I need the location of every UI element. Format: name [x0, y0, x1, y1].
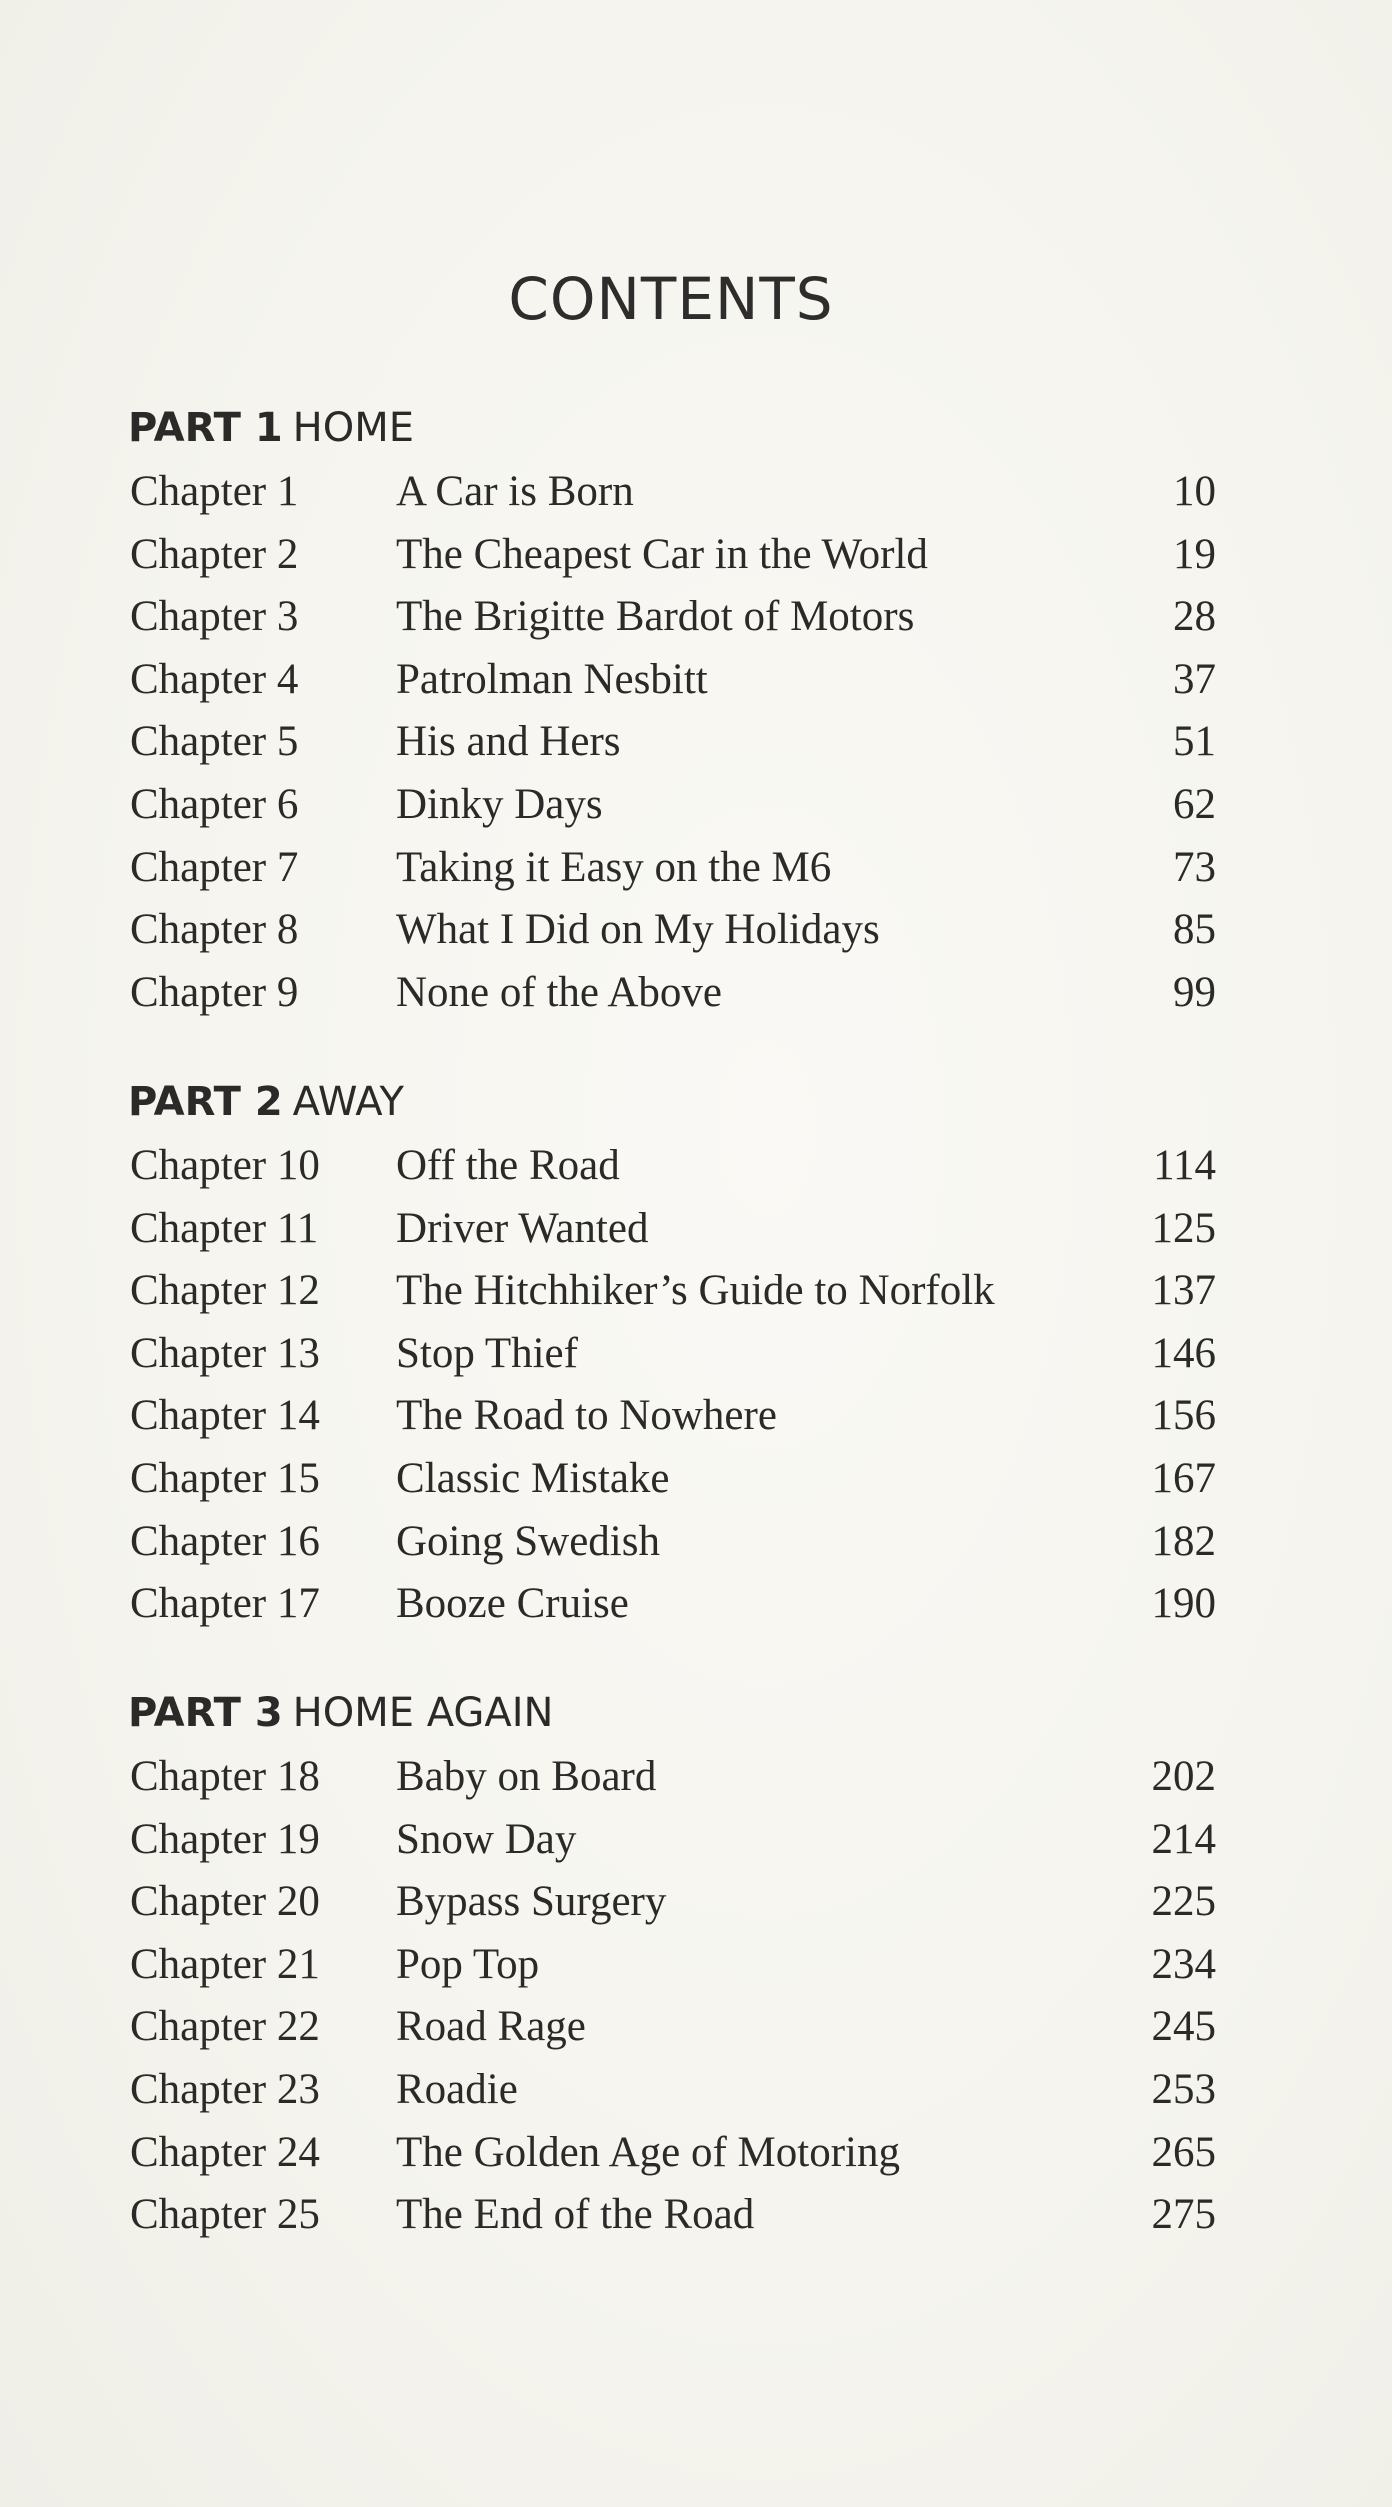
chapter-number: Chapter 21: [130, 1940, 320, 1988]
chapter-number: Chapter 9: [130, 968, 299, 1016]
toc-entry: [0, 1517, 1392, 1579]
chapter-title: The Road to Nowhere: [396, 1392, 777, 1440]
toc-entry: [0, 1579, 1392, 1641]
chapter-number: Chapter 12: [130, 1267, 320, 1315]
page-number: 225: [1151, 1878, 1216, 1926]
part-number: PART 3: [128, 1690, 283, 1736]
part-heading: [128, 405, 414, 451]
chapter-title: Baby on Board: [396, 1753, 657, 1800]
toc-entry: [0, 968, 1392, 1030]
chapter-number: Chapter 25: [130, 2191, 320, 2239]
chapter-title: Pop Top: [396, 1940, 540, 1988]
page-number: 62: [1173, 781, 1216, 828]
chapter-number: Chapter 4: [130, 655, 299, 703]
chapter-title: Roadie: [396, 2066, 518, 2113]
chapter-title: What I Did on My Holidays: [396, 906, 880, 954]
chapter-title: A Car is Born: [396, 468, 634, 515]
chapter-title: Bypass Surgery: [396, 1878, 667, 1926]
chapter-title: Booze Cruise: [396, 1580, 629, 1628]
chapter-number: Chapter 2: [130, 530, 299, 578]
chapter-number: Chapter 16: [130, 1517, 320, 1565]
page-number: 19: [1173, 530, 1216, 578]
chapter-number: Chapter 6: [130, 781, 299, 828]
chapter-title: The Golden Age of Motoring: [396, 2128, 900, 2176]
toc-entry: [0, 1815, 1392, 1877]
page-number: 202: [1151, 1753, 1216, 1800]
toc-entry: [0, 780, 1392, 842]
part-name: AWAY: [292, 1079, 404, 1125]
chapter-number: Chapter 17: [130, 1580, 320, 1628]
toc-entry: [0, 467, 1392, 529]
chapter-title: Off the Road: [396, 1142, 620, 1189]
toc-entry: [0, 2128, 1392, 2190]
chapter-number: Chapter 13: [130, 1329, 320, 1377]
page-title: CONTENTS: [508, 265, 834, 333]
toc-entry: [0, 655, 1392, 717]
chapter-title: Driver Wanted: [396, 1204, 649, 1252]
page-number: 190: [1151, 1580, 1216, 1628]
chapter-number: Chapter 19: [130, 1815, 320, 1863]
page-number: 156: [1151, 1392, 1216, 1440]
chapter-title: His and Hers: [396, 718, 621, 766]
page-number: 253: [1151, 2066, 1216, 2113]
chapter-number: Chapter 23: [130, 2066, 320, 2113]
toc-entry: [0, 592, 1392, 654]
page-number: 114: [1153, 1142, 1216, 1189]
toc-entry: [0, 2002, 1392, 2064]
chapter-number: Chapter 11: [130, 1204, 319, 1252]
chapter-title: The Cheapest Car in the World: [396, 530, 928, 578]
page-number: 73: [1173, 843, 1216, 891]
chapter-title: Patrolman Nesbitt: [396, 655, 708, 703]
toc-entry: [0, 2190, 1392, 2252]
page-number: 10: [1173, 468, 1216, 515]
chapter-number: Chapter 20: [130, 1878, 320, 1926]
chapter-number: Chapter 1: [130, 468, 299, 515]
toc-entry: [0, 1329, 1392, 1391]
page-number: 234: [1151, 1940, 1216, 1988]
toc-entry: [0, 905, 1392, 967]
part-number: PART 1: [128, 405, 283, 451]
page-number: 125: [1151, 1204, 1216, 1252]
page-number: 182: [1151, 1517, 1216, 1565]
page-number: 245: [1151, 2003, 1216, 2051]
page-number: 214: [1151, 1815, 1216, 1863]
part-heading: [128, 1690, 553, 1736]
page-number: 275: [1151, 2191, 1216, 2239]
chapter-title: Taking it Easy on the M6: [396, 843, 832, 891]
part-name: HOME: [292, 405, 415, 451]
toc-entry: [0, 1141, 1392, 1203]
chapter-number: Chapter 8: [130, 906, 299, 954]
page-number: 37: [1173, 655, 1216, 703]
chapter-title: Dinky Days: [396, 781, 603, 828]
chapter-number: Chapter 10: [130, 1142, 320, 1189]
toc-entry: [0, 530, 1392, 592]
chapter-number: Chapter 15: [130, 1455, 320, 1502]
chapter-title: The Brigitte Bardot of Motors: [396, 593, 915, 641]
toc-entry: [0, 2065, 1392, 2127]
page-number: 28: [1173, 593, 1216, 641]
chapter-number: Chapter 22: [130, 2003, 320, 2051]
toc-entry: [0, 1877, 1392, 1939]
page-number: 99: [1173, 968, 1216, 1016]
chapter-title: Road Rage: [396, 2003, 586, 2051]
part-number: PART 2: [128, 1079, 283, 1125]
toc-entry: [0, 1454, 1392, 1516]
page-number: 51: [1173, 718, 1216, 766]
chapter-title: Classic Mistake: [396, 1455, 670, 1502]
chapter-number: Chapter 24: [130, 2128, 320, 2176]
toc-entry: [0, 1204, 1392, 1266]
page-number: 167: [1151, 1455, 1216, 1502]
chapter-title: The End of the Road: [396, 2191, 755, 2239]
chapter-number: Chapter 18: [130, 1753, 320, 1800]
toc-entry: [0, 843, 1392, 905]
part-heading: [128, 1079, 404, 1125]
chapter-number: Chapter 3: [130, 593, 299, 641]
part-name: HOME AGAIN: [292, 1690, 554, 1736]
page-number: 137: [1151, 1267, 1216, 1315]
toc-entry: [0, 1266, 1392, 1328]
chapter-title: None of the Above: [396, 968, 723, 1016]
chapter-title: The Hitchhiker’s Guide to Norfolk: [396, 1267, 995, 1315]
page-number: 265: [1151, 2128, 1216, 2176]
toc-entry: [0, 1752, 1392, 1814]
toc-entry: [0, 1940, 1392, 2002]
chapter-number: Chapter 5: [130, 718, 299, 766]
chapter-title: Stop Thief: [396, 1329, 578, 1377]
chapter-number: Chapter 14: [130, 1392, 320, 1440]
chapter-number: Chapter 7: [130, 843, 299, 891]
chapter-title: Going Swedish: [396, 1517, 660, 1565]
chapter-title: Snow Day: [396, 1815, 577, 1863]
toc-entry: [0, 717, 1392, 779]
page-number: 85: [1173, 906, 1216, 954]
page-number: 146: [1151, 1329, 1216, 1377]
toc-entry: [0, 1391, 1392, 1453]
